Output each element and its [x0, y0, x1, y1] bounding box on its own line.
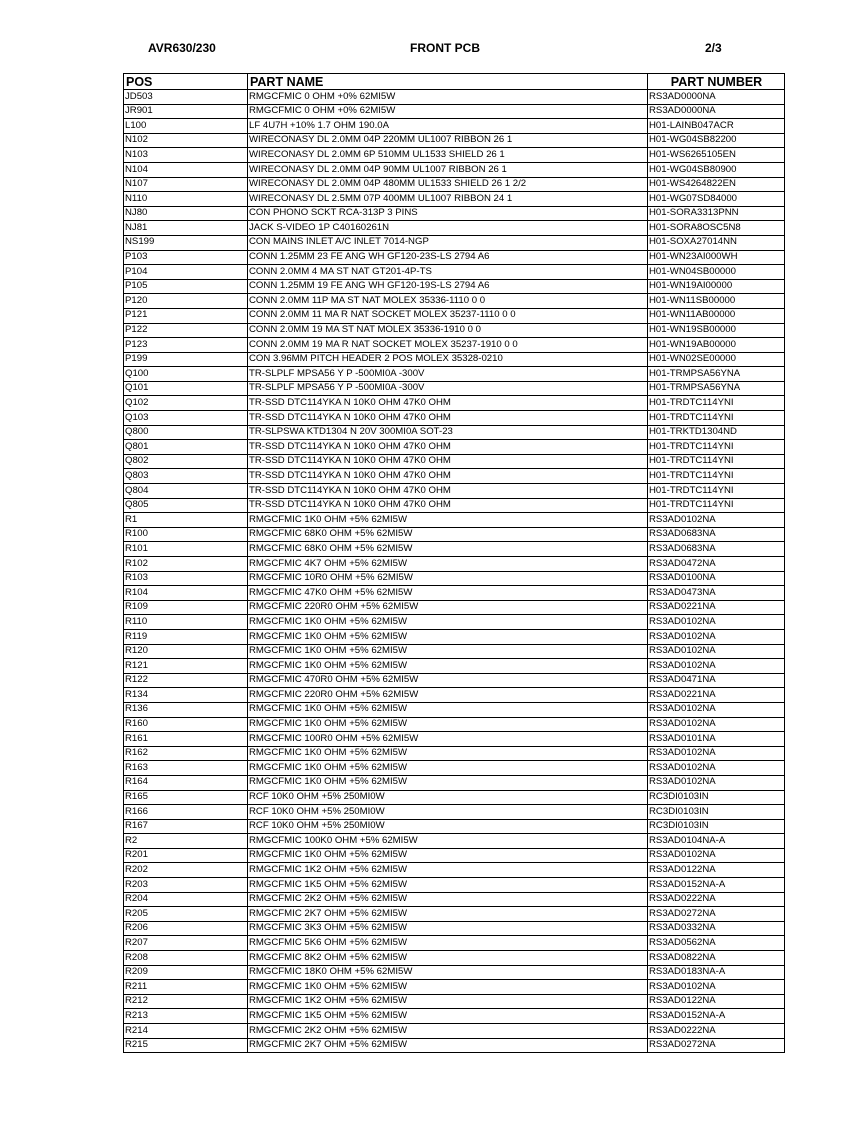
table-row: [124, 878, 785, 893]
table-row: [124, 644, 785, 659]
table-row: [124, 250, 785, 265]
part-name-cell: RMGCFMIC 5K6 OHM +5% 62MI5W: [248, 936, 648, 951]
part-name-cell: CONN 2.0MM 11P MA ST NAT MOLEX 35336-1110 0 0: [248, 294, 648, 309]
part-name-cell: RCF 10K0 OHM +5% 250MI0W: [248, 805, 648, 820]
part-name-cell: RMGCFMIC 220R0 OHM +5% 62MI5W: [248, 688, 648, 703]
part-name-cell: RCF 10K0 OHM +5% 250MI0W: [248, 790, 648, 805]
table-row: [124, 148, 785, 163]
part-name-cell: RMGCFMIC 18K0 OHM +5% 62MI5W: [248, 965, 648, 980]
part-number-cell: RS3AD0102NA: [648, 629, 785, 644]
table-row: [124, 702, 785, 717]
pos-cell: Q802: [124, 454, 248, 469]
part-number-cell: H01-SORA3313PNN: [648, 206, 785, 221]
part-number-cell: RS3AD0221NA: [648, 688, 785, 703]
table-row: [124, 104, 785, 119]
part-number-cell: RS3AD0473NA: [648, 586, 785, 601]
part-number-cell: RS3AD0101NA: [648, 732, 785, 747]
part-number-cell: RS3AD0100NA: [648, 571, 785, 586]
table-row: [124, 951, 785, 966]
table-row: [124, 980, 785, 995]
pos-cell: R214: [124, 1024, 248, 1039]
part-name-cell: TR-SSD DTC114YKA N 10K0 OHM 47K0 OHM: [248, 411, 648, 426]
pos-cell: NJ80: [124, 206, 248, 221]
part-number-cell: H01-WS6265105EN: [648, 148, 785, 163]
table-row: [124, 848, 785, 863]
table-row: [124, 805, 785, 820]
part-number-cell: RS3AD0102NA: [648, 848, 785, 863]
pos-cell: R101: [124, 542, 248, 557]
table-row: [124, 367, 785, 382]
part-name-cell: RMGCFMIC 1K0 OHM +5% 62MI5W: [248, 746, 648, 761]
part-number-cell: RS3AD0102NA: [648, 980, 785, 995]
part-number-cell: H01-WG07SD84000: [648, 192, 785, 207]
table-row: [124, 615, 785, 630]
model-title: AVR630/230: [148, 41, 216, 55]
pos-cell: Q102: [124, 396, 248, 411]
table-row: [124, 90, 785, 105]
part-number-cell: H01-WN19AB00000: [648, 338, 785, 353]
pos-cell: R203: [124, 878, 248, 893]
part-number-cell: RS3AD0102NA: [648, 702, 785, 717]
part-name-cell: RMGCFMIC 1K0 OHM +5% 62MI5W: [248, 644, 648, 659]
part-number-cell: RS3AD0221NA: [648, 600, 785, 615]
table-row: [124, 659, 785, 674]
table-row: [124, 192, 785, 207]
part-number-cell: RS3AD0822NA: [648, 951, 785, 966]
part-name-cell: RMGCFMIC 1K5 OHM +5% 62MI5W: [248, 878, 648, 893]
part-name-cell: RMGCFMIC 68K0 OHM +5% 62MI5W: [248, 527, 648, 542]
table-row: [124, 279, 785, 294]
part-name-cell: TR-SSD DTC114YKA N 10K0 OHM 47K0 OHM: [248, 498, 648, 513]
part-name-cell: TR-SSD DTC114YKA N 10K0 OHM 47K0 OHM: [248, 440, 648, 455]
pos-cell: P104: [124, 265, 248, 280]
part-number-cell: H01-TRMPSA56YNA: [648, 381, 785, 396]
part-name-cell: RMGCFMIC 1K0 OHM +5% 62MI5W: [248, 775, 648, 790]
part-number-cell: H01-TRDTC114YNI: [648, 396, 785, 411]
pos-cell: R208: [124, 951, 248, 966]
part-number-cell: RS3AD0472NA: [648, 557, 785, 572]
part-name-cell: WIRECONASY DL 2.5MM 07P 400MM UL1007 RIBBON 24 1: [248, 192, 648, 207]
page-header: [0, 41, 866, 59]
page-number: 2/3: [705, 41, 722, 55]
part-number-cell: RC3DI0103IN: [648, 819, 785, 834]
table-row: [124, 221, 785, 236]
pos-cell: R103: [124, 571, 248, 586]
column-header-part-name: PART NAME: [248, 74, 648, 90]
table-row: [124, 411, 785, 426]
part-name-cell: RCF 10K0 OHM +5% 250MI0W: [248, 819, 648, 834]
part-number-cell: H01-TRKTD1304ND: [648, 425, 785, 440]
part-number-cell: H01-LAINB047ACR: [648, 119, 785, 134]
part-number-cell: RS3AD0122NA: [648, 863, 785, 878]
part-number-cell: RS3AD0102NA: [648, 746, 785, 761]
pos-cell: R211: [124, 980, 248, 995]
pos-cell: P199: [124, 352, 248, 367]
pos-cell: R160: [124, 717, 248, 732]
part-number-cell: RS3AD0102NA: [648, 775, 785, 790]
pos-cell: R102: [124, 557, 248, 572]
pos-cell: R120: [124, 644, 248, 659]
table-row: [124, 732, 785, 747]
pos-cell: R209: [124, 965, 248, 980]
part-name-cell: CON MAINS INLET A/C INLET 7014-NGP: [248, 235, 648, 250]
pos-cell: N103: [124, 148, 248, 163]
part-number-cell: H01-WN19AI00000: [648, 279, 785, 294]
part-name-cell: JACK S-VIDEO 1P C40160261N: [248, 221, 648, 236]
pos-cell: N102: [124, 133, 248, 148]
part-number-cell: RS3AD0152NA-A: [648, 1009, 785, 1024]
pos-cell: N110: [124, 192, 248, 207]
part-name-cell: TR-SLPLF MPSA56 Y P -500MI0A -300V: [248, 367, 648, 382]
part-name-cell: RMGCFMIC 1K0 OHM +5% 62MI5W: [248, 717, 648, 732]
pos-cell: Q805: [124, 498, 248, 513]
table-row: [124, 542, 785, 557]
table-row: [124, 308, 785, 323]
table-row: [124, 323, 785, 338]
part-name-cell: RMGCFMIC 1K0 OHM +5% 62MI5W: [248, 629, 648, 644]
pos-cell: NS199: [124, 235, 248, 250]
part-number-cell: RS3AD0102NA: [648, 659, 785, 674]
table-row: [124, 381, 785, 396]
pos-cell: R122: [124, 673, 248, 688]
part-name-cell: RMGCFMIC 0 OHM +0% 62MI5W: [248, 90, 648, 105]
table-row: [124, 235, 785, 250]
table-row: [124, 338, 785, 353]
part-number-cell: RS3AD0183NA-A: [648, 965, 785, 980]
part-number-cell: H01-WN11AB00000: [648, 308, 785, 323]
part-number-cell: H01-TRDTC114YNI: [648, 440, 785, 455]
part-number-cell: RS3AD0122NA: [648, 994, 785, 1009]
part-name-cell: RMGCFMIC 1K0 OHM +5% 62MI5W: [248, 702, 648, 717]
part-number-cell: RS3AD0102NA: [648, 513, 785, 528]
pos-cell: R110: [124, 615, 248, 630]
table-row: [124, 396, 785, 411]
pos-cell: R213: [124, 1009, 248, 1024]
pos-cell: R109: [124, 600, 248, 615]
table-row: [124, 119, 785, 134]
part-number-cell: H01-WG04SB82200: [648, 133, 785, 148]
table-row: [124, 265, 785, 280]
part-name-cell: CONN 2.0MM 19 MA ST NAT MOLEX 35336-1910 0 0: [248, 323, 648, 338]
part-name-cell: RMGCFMIC 100K0 OHM +5% 62MI5W: [248, 834, 648, 849]
parts-table: [123, 73, 785, 1053]
part-number-cell: H01-WN04SB00000: [648, 265, 785, 280]
part-number-cell: H01-WN02SE00000: [648, 352, 785, 367]
part-number-cell: RS3AD0272NA: [648, 907, 785, 922]
part-number-cell: H01-WG04SB80900: [648, 162, 785, 177]
pos-cell: Q803: [124, 469, 248, 484]
table-row: [124, 133, 785, 148]
table-row: [124, 454, 785, 469]
part-number-cell: RS3AD0102NA: [648, 644, 785, 659]
part-number-cell: RS3AD0222NA: [648, 1024, 785, 1039]
part-name-cell: TR-SSD DTC114YKA N 10K0 OHM 47K0 OHM: [248, 484, 648, 499]
table-row: [124, 586, 785, 601]
pos-cell: P120: [124, 294, 248, 309]
pos-cell: R201: [124, 848, 248, 863]
pos-cell: P103: [124, 250, 248, 265]
part-number-cell: RS3AD0000NA: [648, 104, 785, 119]
table-row: [124, 746, 785, 761]
pos-cell: R2: [124, 834, 248, 849]
pos-cell: R212: [124, 994, 248, 1009]
pos-cell: R162: [124, 746, 248, 761]
table-row: [124, 994, 785, 1009]
table-row: [124, 921, 785, 936]
pos-cell: R202: [124, 863, 248, 878]
part-name-cell: RMGCFMIC 100R0 OHM +5% 62MI5W: [248, 732, 648, 747]
part-name-cell: RMGCFMIC 1K0 OHM +5% 62MI5W: [248, 761, 648, 776]
pos-cell: R165: [124, 790, 248, 805]
part-number-cell: RC3DI0103IN: [648, 805, 785, 820]
part-name-cell: RMGCFMIC 1K0 OHM +5% 62MI5W: [248, 848, 648, 863]
pos-cell: R136: [124, 702, 248, 717]
part-name-cell: TR-SLPLF MPSA56 Y P -500MI0A -300V: [248, 381, 648, 396]
table-row: [124, 629, 785, 644]
part-number-cell: H01-TRDTC114YNI: [648, 454, 785, 469]
part-name-cell: WIRECONASY DL 2.0MM 04P 480MM UL1533 SHIELD 26 1 2/2: [248, 177, 648, 192]
part-name-cell: CON 3.96MM PITCH HEADER 2 POS MOLEX 35328-0210: [248, 352, 648, 367]
section-title: FRONT PCB: [410, 41, 480, 55]
part-name-cell: CONN 2.0MM 4 MA ST NAT GT201-4P-TS: [248, 265, 648, 280]
part-name-cell: CONN 1.25MM 23 FE ANG WH GF120-23S-LS 2794 A6: [248, 250, 648, 265]
pos-cell: Q103: [124, 411, 248, 426]
part-name-cell: RMGCFMIC 2K2 OHM +5% 62MI5W: [248, 892, 648, 907]
pos-cell: R134: [124, 688, 248, 703]
part-number-cell: RS3AD0000NA: [648, 90, 785, 105]
table-row: [124, 790, 785, 805]
part-number-cell: H01-TRDTC114YNI: [648, 484, 785, 499]
pos-cell: R215: [124, 1038, 248, 1053]
pos-cell: Q101: [124, 381, 248, 396]
pos-cell: R204: [124, 892, 248, 907]
table-row: [124, 294, 785, 309]
table-row: [124, 206, 785, 221]
table-row: [124, 819, 785, 834]
part-name-cell: RMGCFMIC 47K0 OHM +5% 62MI5W: [248, 586, 648, 601]
table-header: [124, 74, 785, 90]
part-number-cell: RS3AD0102NA: [648, 761, 785, 776]
table-row: [124, 469, 785, 484]
table-row: [124, 600, 785, 615]
table-row: [124, 863, 785, 878]
part-name-cell: TR-SSD DTC114YKA N 10K0 OHM 47K0 OHM: [248, 469, 648, 484]
part-name-cell: RMGCFMIC 470R0 OHM +5% 62MI5W: [248, 673, 648, 688]
part-number-cell: RS3AD0683NA: [648, 527, 785, 542]
part-name-cell: RMGCFMIC 1K0 OHM +5% 62MI5W: [248, 615, 648, 630]
part-name-cell: RMGCFMIC 1K2 OHM +5% 62MI5W: [248, 994, 648, 1009]
part-name-cell: RMGCFMIC 220R0 OHM +5% 62MI5W: [248, 600, 648, 615]
part-name-cell: RMGCFMIC 2K7 OHM +5% 62MI5W: [248, 1038, 648, 1053]
pos-cell: P123: [124, 338, 248, 353]
pos-cell: N104: [124, 162, 248, 177]
part-name-cell: LF 4U7H +10% 1.7 OHM 190.0A: [248, 119, 648, 134]
pos-cell: R205: [124, 907, 248, 922]
table-row: [124, 717, 785, 732]
part-number-cell: H01-WS4264822EN: [648, 177, 785, 192]
pos-cell: NJ81: [124, 221, 248, 236]
header-row: [124, 74, 785, 90]
table-row: [124, 425, 785, 440]
table-row: [124, 1024, 785, 1039]
part-number-cell: H01-TRDTC114YNI: [648, 411, 785, 426]
pos-cell: R121: [124, 659, 248, 674]
part-name-cell: RMGCFMIC 2K2 OHM +5% 62MI5W: [248, 1024, 648, 1039]
pos-cell: P105: [124, 279, 248, 294]
part-name-cell: WIRECONASY DL 2.0MM 04P 220MM UL1007 RIBBON 26 1: [248, 133, 648, 148]
part-name-cell: CONN 2.0MM 19 MA R NAT SOCKET MOLEX 35237-1910 0 0: [248, 338, 648, 353]
pos-cell: R207: [124, 936, 248, 951]
part-number-cell: RS3AD0562NA: [648, 936, 785, 951]
part-name-cell: CON PHONO SCKT RCA-313P 3 PINS: [248, 206, 648, 221]
part-number-cell: RS3AD0152NA-A: [648, 878, 785, 893]
part-number-cell: RS3AD0104NA-A: [648, 834, 785, 849]
part-name-cell: RMGCFMIC 1K0 OHM +5% 62MI5W: [248, 513, 648, 528]
table-row: [124, 513, 785, 528]
pos-cell: N107: [124, 177, 248, 192]
part-name-cell: RMGCFMIC 1K0 OHM +5% 62MI5W: [248, 980, 648, 995]
part-name-cell: RMGCFMIC 10R0 OHM +5% 62MI5W: [248, 571, 648, 586]
pos-cell: Q800: [124, 425, 248, 440]
table-row: [124, 440, 785, 455]
table-row: [124, 834, 785, 849]
pos-cell: R119: [124, 629, 248, 644]
table-row: [124, 484, 785, 499]
table-body: [124, 90, 785, 1053]
pos-cell: Q804: [124, 484, 248, 499]
part-number-cell: RS3AD0683NA: [648, 542, 785, 557]
part-number-cell: RS3AD0102NA: [648, 615, 785, 630]
pos-cell: R100: [124, 527, 248, 542]
pos-cell: Q100: [124, 367, 248, 382]
table-row: [124, 775, 785, 790]
table-row: [124, 557, 785, 572]
table-row: [124, 965, 785, 980]
pos-cell: R167: [124, 819, 248, 834]
pos-cell: L100: [124, 119, 248, 134]
part-number-cell: H01-SOXA27014NN: [648, 235, 785, 250]
table-row: [124, 1009, 785, 1024]
pos-cell: R104: [124, 586, 248, 601]
part-name-cell: RMGCFMIC 1K0 OHM +5% 62MI5W: [248, 659, 648, 674]
pos-cell: R164: [124, 775, 248, 790]
table-row: [124, 177, 785, 192]
part-number-cell: H01-WN19SB00000: [648, 323, 785, 338]
part-number-cell: RS3AD0332NA: [648, 921, 785, 936]
pos-cell: R161: [124, 732, 248, 747]
part-number-cell: H01-SORA8OSC5N8: [648, 221, 785, 236]
pos-cell: R206: [124, 921, 248, 936]
part-name-cell: RMGCFMIC 0 OHM +0% 62MI5W: [248, 104, 648, 119]
part-name-cell: RMGCFMIC 2K7 OHM +5% 62MI5W: [248, 907, 648, 922]
part-name-cell: RMGCFMIC 8K2 OHM +5% 62MI5W: [248, 951, 648, 966]
part-name-cell: WIRECONASY DL 2.0MM 04P 90MM UL1007 RIBBON 26 1: [248, 162, 648, 177]
part-name-cell: RMGCFMIC 4K7 OHM +5% 62MI5W: [248, 557, 648, 572]
table-row: [124, 936, 785, 951]
part-number-cell: RS3AD0222NA: [648, 892, 785, 907]
part-number-cell: RS3AD0272NA: [648, 1038, 785, 1053]
part-number-cell: H01-TRDTC114YNI: [648, 469, 785, 484]
column-header-part-number: PART NUMBER: [648, 74, 785, 90]
part-name-cell: TR-SLPSWA KTD1304 N 20V 300MI0A SOT-23: [248, 425, 648, 440]
table-row: [124, 352, 785, 367]
table-row: [124, 162, 785, 177]
part-name-cell: TR-SSD DTC114YKA N 10K0 OHM 47K0 OHM: [248, 396, 648, 411]
part-number-cell: H01-TRMPSA56YNA: [648, 367, 785, 382]
column-header-pos: POS: [124, 74, 248, 90]
pos-cell: Q801: [124, 440, 248, 455]
table-row: [124, 907, 785, 922]
part-number-cell: H01-TRDTC114YNI: [648, 498, 785, 513]
part-name-cell: CONN 2.0MM 11 MA R NAT SOCKET MOLEX 35237-1110 0 0: [248, 308, 648, 323]
part-number-cell: RC3DI0103IN: [648, 790, 785, 805]
table-row: [124, 571, 785, 586]
part-number-cell: RS3AD0102NA: [648, 717, 785, 732]
part-number-cell: RS3AD0471NA: [648, 673, 785, 688]
part-name-cell: RMGCFMIC 3K3 OHM +5% 62MI5W: [248, 921, 648, 936]
pos-cell: JD503: [124, 90, 248, 105]
pos-cell: R166: [124, 805, 248, 820]
table-row: [124, 498, 785, 513]
part-number-cell: H01-WN23AI000WH: [648, 250, 785, 265]
table-row: [124, 688, 785, 703]
pos-cell: R1: [124, 513, 248, 528]
table-row: [124, 527, 785, 542]
part-name-cell: CONN 1.25MM 19 FE ANG WH GF120-19S-LS 2794 A6: [248, 279, 648, 294]
part-name-cell: TR-SSD DTC114YKA N 10K0 OHM 47K0 OHM: [248, 454, 648, 469]
part-name-cell: RMGCFMIC 1K5 OHM +5% 62MI5W: [248, 1009, 648, 1024]
table-row: [124, 892, 785, 907]
table-row: [124, 761, 785, 776]
table-row: [124, 673, 785, 688]
part-name-cell: RMGCFMIC 68K0 OHM +5% 62MI5W: [248, 542, 648, 557]
pos-cell: P121: [124, 308, 248, 323]
table-row: [124, 1038, 785, 1053]
part-name-cell: WIRECONASY DL 2.0MM 6P 510MM UL1533 SHIELD 26 1: [248, 148, 648, 163]
pos-cell: P122: [124, 323, 248, 338]
pos-cell: JR901: [124, 104, 248, 119]
pos-cell: R163: [124, 761, 248, 776]
part-number-cell: H01-WN11SB00000: [648, 294, 785, 309]
part-name-cell: RMGCFMIC 1K2 OHM +5% 62MI5W: [248, 863, 648, 878]
